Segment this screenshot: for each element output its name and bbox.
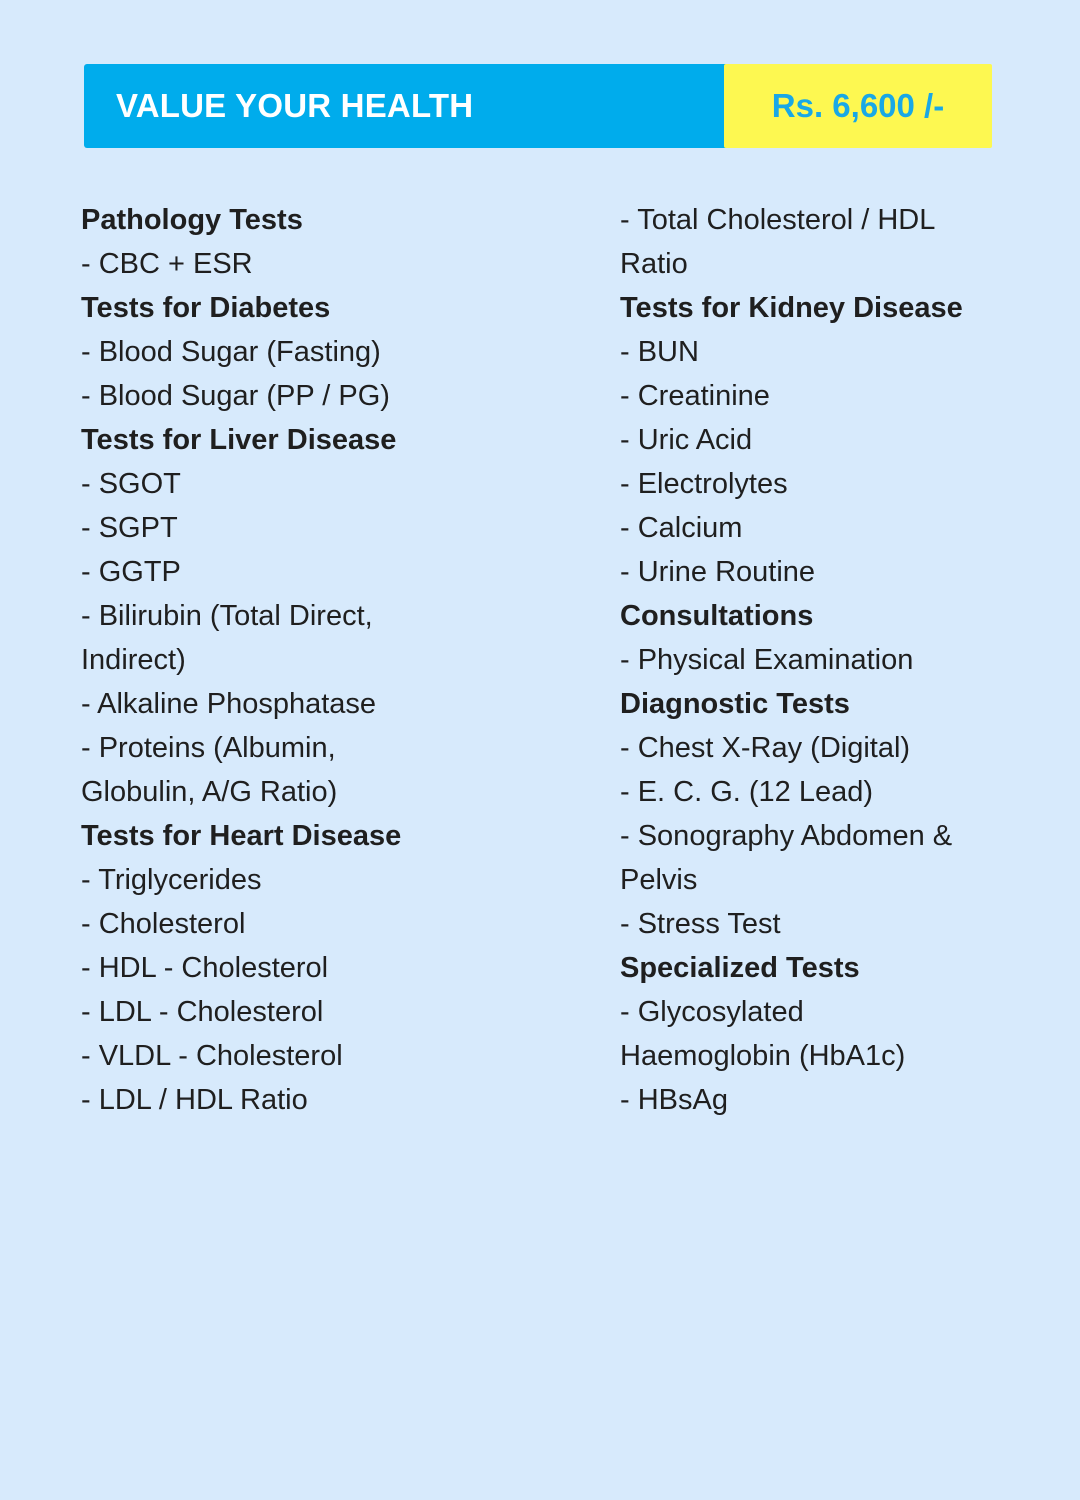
section-heading: Pathology Tests [81, 204, 303, 236]
test-item: - SGPT [81, 512, 178, 544]
header-banner [84, 64, 992, 148]
test-item: - E. C. G. (12 Lead) [620, 776, 874, 808]
test-item: - Triglycerides [81, 864, 262, 896]
test-item: - Creatinine [620, 380, 770, 412]
test-item: Globulin, A/G Ratio) [81, 776, 338, 808]
test-item: - HDL - Cholesterol [81, 952, 329, 984]
test-item: - CBC + ESR [81, 248, 253, 280]
section-heading: Tests for Diabetes [81, 292, 331, 324]
section-heading: Specialized Tests [620, 952, 860, 984]
test-item: - Chest X-Ray (Digital) [620, 732, 911, 764]
test-item: Haemoglobin (HbA1c) [620, 1040, 906, 1072]
test-item: - Glycosylated [620, 996, 804, 1028]
section-heading: Diagnostic Tests [620, 688, 850, 720]
test-item: - LDL / HDL Ratio [81, 1084, 308, 1116]
banner-title: VALUE YOUR HEALTH [116, 87, 474, 124]
test-item: - Proteins (Albumin, [81, 732, 336, 764]
test-item: Pelvis [620, 864, 698, 896]
test-item: - Alkaline Phosphatase [81, 688, 377, 720]
section-heading: Tests for Kidney Disease [620, 292, 963, 324]
test-item: - HBsAg [620, 1084, 728, 1116]
test-item: - Stress Test [620, 908, 781, 940]
test-item: - BUN [620, 336, 699, 368]
test-item: - Blood Sugar (PP / PG) [81, 380, 390, 412]
test-item: - Sonography Abdomen & [620, 820, 953, 852]
section-heading: Tests for Liver Disease [81, 424, 397, 456]
test-item: - Calcium [620, 512, 743, 544]
test-item: - LDL - Cholesterol [81, 996, 324, 1028]
test-item: - GGTP [81, 556, 181, 588]
right-test-column [620, 198, 1040, 1122]
price-badge: Rs. 6,600 /- [724, 64, 992, 148]
test-item: - Urine Routine [620, 556, 816, 588]
test-item: - Bilirubin (Total Direct, [81, 600, 373, 632]
test-item: - VLDL - Cholesterol [81, 1040, 343, 1072]
test-item: - Physical Examination [620, 644, 914, 676]
test-item: - Electrolytes [620, 468, 788, 500]
section-heading: Consultations [620, 600, 814, 632]
test-item: Ratio [620, 248, 688, 280]
test-item: - Blood Sugar (Fasting) [81, 336, 381, 368]
test-item: - Uric Acid [620, 424, 753, 456]
test-item: - SGOT [81, 468, 181, 500]
test-item: - Cholesterol [81, 908, 246, 940]
test-item: Indirect) [81, 644, 186, 676]
left-test-column [81, 198, 561, 1122]
test-item: - Total Cholesterol / HDL [620, 204, 936, 236]
section-heading: Tests for Heart Disease [81, 820, 402, 852]
